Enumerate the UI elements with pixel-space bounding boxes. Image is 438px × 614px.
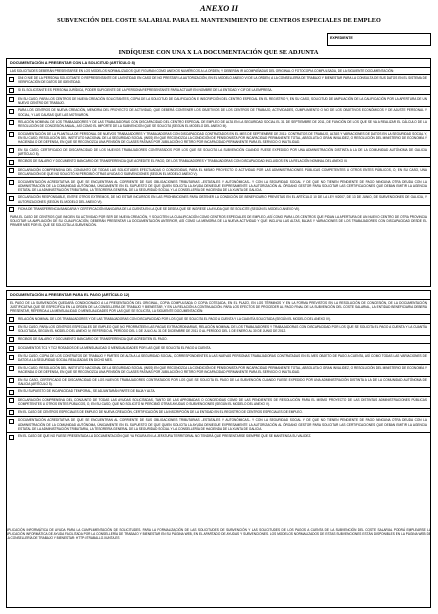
checklist-item [7,397,430,409]
checklist-item-text: FICHA DE TRANSFERENCIA BANCARIA Y CERTIFICACIÓN BANCARIA DE LA CUENTA EN LA QUE SE DESEA QUE SE INGRESE LA AYUDA QUE SE SOLICITE (SEGÚN EL MODELO ANEXO VII). [18,207,301,212]
checkbox[interactable] [9,410,14,415]
checkbox[interactable] [9,337,14,342]
checkbox[interactable] [9,207,14,212]
checklist-item-text: RELACIÓN NOMINAL DE LOS TRABAJADORES Y DE LAS TRABAJADORAS CON DISCAPACIDAD POR LOS QUE SE SOLICITA EL PAGO A CUENTA Y LA CUANTÍA SOLICITADA (SEGÚN EL MODELO DEL ANEXO IV). [18,316,331,321]
checkbox[interactable] [9,398,14,403]
checklist-item-text: DECLARACIÓN RESPONSABLE, ENTRE OTROS EXTREMOS, DE NO ESTAR INCURSOS EN LAS PROHIBICIONES PARA OBTENER LA CONDICIÓN DE BENEFICIARIO PREVISTAS EN EL ARTÍCULO 10 DE LA LEY 9/2007, DE 13 DE JUNIO, DE SUBVENCIONES DE GALICIA, Y AUTORIZACIONES (SEGÚN EL MODELO DEL ANEXO VI). [18,195,427,204]
checkbox[interactable] [9,88,14,93]
checklist-item-text: DECLARACIÓN COMPRENSIVA DEL CONJUNTO DE TODAS LAS AYUDAS SOLICITADAS, TANTO DE LAS APROBADAS O CONCEDIDAS COMO DE LAS PENDIENTES DE RESOLUCIÓN PARA EL MISMO PROYECTO DE LAS DISTINTAS ADMINISTRACIONES PÚBLICAS COMPETENTES U OTROS ENTES PÚBLICOS, O, EN SU CASO, QUE NO SOLICITÓ NI PERCIBIÓ OTRAS AYUDAS O SUBVENCIONES (SEGÚN EL MODELO DEL ANEXO V). [18,398,427,407]
checklist-item [7,365,430,377]
checkbox[interactable] [9,196,14,201]
checklist-item-text: EN SU CASO, PARA LOS CENTROS DE NUEVA CREACIÓN SOLICITANTES, COPIA DE LA SOLICITUD DE CALIFICACIÓN E INSCRIPCIÓN DEL CENTRO ESPECIAL EN EL REGISTRO Y, EN SU CASO, SOLICITUD DE AMPLIACIÓN DE LA CALIFICACIÓN POR LA APERTURA DE UN NUEVO CENTRO DE TRABAJO. [18,96,427,105]
checklist-item [7,95,430,107]
checkbox[interactable] [9,435,14,440]
checkbox[interactable] [9,180,14,185]
checklist-item-text: DNI O NIE DE LA PERSONA SOLICITANTE O REPRESENTANTE DE LA ENTIDAD EN CASO DE NO PRESTAR LA AUTORIZACIÓN, EN EL MODELO ANEXO VI DE LA ORDEN, A LA CONSELLERÍA DE TRABAJO Y BIENESTAR PARA LA CONSULTA DE SUS DATOS EN EL SISTEMA DE VERIFICACIÓN DE DATOS DE IDENTIDAD. [18,76,427,85]
checklist-item-text: DOCUMENTACIÓN ACREDITATIVA DE QUE SE ENCUENTRAN AL CORRIENTE DE SUS OBLIGACIONES TRIBUTARIAS –ESTATALES Y AUTONÓMICAS– Y CON LA SEGURIDAD SOCIAL Y DE QUE NO TIENEN PENDIENTE DE PAGO NINGUNA OTRA DEUDA CON LA ADMINISTRACIÓN DE LA COMUNIDAD AUTÓNOMA, ÚNICAMENTE EN EL SUPUESTO DE QUE QUIEN SOLICITA LA AYUDA DENIEGUE EXPRESAMENTE LA AUTORIZACIÓN AL ÓRGANO GESTOR PARA SOLICITAR LAS CERTIFICACIONES QUE DEBAN EMITIR LA AGENCIA ESTATAL DE LA ADMINISTRACIÓN TRIBUTARIA, LA TESORERÍA GENERAL DE LA SEGURIDAD SOCIAL Y LA CONSELLERÍA DE HACIENDA DE LA XUNTA DE GALICIA. [18,179,427,192]
checkbox[interactable] [9,109,14,114]
checklist-item-text: EN EL CASO DE CENTROS ESPECIALES DE EMPLEO DE NUEVA CREACIÓN, CERTIFICACIÓN DE LA INSCRIPCIÓN DE LA ENTIDAD EN EL REGISTRO DE CENTROS ESPECIALES DE EMPLEO. [18,409,303,414]
checkbox[interactable] [9,77,14,82]
checklist-item [7,417,430,433]
checklist-item-text: SI EL SOLICITANTE ES PERSONA JURÍDICA, PODER SUFICIENTE DE LA PERSONA REPRESENTANTE PARA ACTUAR EN NOMBRE DE LA ENTIDAD Y CIF DE LA EMPRESA. [18,88,273,92]
expediente-label: EXPEDIENTE [330,36,353,40]
checklist-item-text: RELACIÓN NOMINAL DE LOS TRABAJADORES Y DE LAS TRABAJADORAS CON DISCAPACIDAD DEL CENTRO ESPECIAL DE EMPLEO DE ALTA EN LA SEGURIDAD SOCIAL EL 31 DE SEPTIEMBRE DE 2011, DE FUNCIÓN DE LOS QUE SE VA A REALIZAR EL CÁLCULO DE LA RESOLUCIÓN DE CONCESIÓN ANUAL, ASÍ COMO EL IMPORTE DE LA SUBVENCIÓN QUE SE SOLICITA (SEGÚN EL MODELO DEL ANEXO III). [18,120,427,129]
checkbox[interactable] [9,378,14,383]
checklist-item [7,178,430,194]
checklist-item [7,158,430,167]
section-note: EL PAGO DE LA SUBVENCIÓN QUEDARÁ CONDICIONADO A LA PRESENTACIÓN DEL ORIGINAL, COPIA COMPULSADA O COPIA COTEJADA, EN EL PLAZO, EN LOS TÉRMINOS Y EN LA FORMA PREVISTOS EN LA RESOLUCIÓN DE CONCESIÓN, DE LA DOCUMENTACIÓN JUSTIFICATIVA QUE SE ESPECIFICA EN LA ORDEN DE LA CONSELLERÍA DE TRABAJO Y BIENESTAR, Y EN LA RELACIÓN A CONTINUACIÓN. PARA LOS EFECTOS DE PROCEDER AL PAGO FINAL DE LA SUBVENCIÓN DEL COSTE SALARIAL, LA ENTIDAD BENEFICIARIA DEBERÁ PRESENTAR, REFERIDA A LA MENSUALIDAD O MENSUALIDADES POR LAS QUE SE SOLICITA, LA SIGUIENTE DOCUMENTACIÓN: [7,300,430,316]
checklist-item [7,87,430,96]
checklist-item-text: DECLARACIÓN COMPRENSIVA DEL CONJUNTO DE TODAS LAS SOLICITUDES EFECTUADAS O CONCEDIDAS, PARA EL MISMO PROYECTO O ACTIVIDAD POR LAS ADMINISTRACIONES PÚBLICAS COMPETENTES U OTROS ENTES PÚBLICOS, O, EN SU CASO, UNA DECLARACIÓN DE QUE NO SOLICITÓ NI PERCIBIÓ OTRAS AYUDAS O SUBVENCIONES (SEGÚN EL MODELO ANEXO V). [18,167,427,177]
checklist-item [7,75,430,87]
checkbox[interactable] [9,346,14,351]
section-heading: DOCUMENTACIÓN A PRESENTAR PARA EL PAGO (ARTÍCULO 12) [7,291,430,300]
checklist-item [7,146,430,158]
checklist-item-text: EN EL CASO DE QUE NO FUESE PRESENTADA LA DOCUMENTACIÓN QUE YA FIGURA EN LA JEFATURA TERRITORIAL NO TENDRÁ QUE PRESENTARSE SIEMPRE QUE SE MANTENGA SU VALIDEZ. [18,434,312,439]
checkbox[interactable] [9,419,14,424]
document-subtitle: SUBVENCIÓN DEL COSTE SALARIAL PARA EL MANTENIMIENTO DE CENTROS ESPECIALES DE EMPLEO [57,17,381,24]
expediente-field[interactable] [327,33,431,46]
checklist-item [7,324,430,336]
checkbox[interactable] [9,168,14,173]
checklist-item [7,353,430,365]
checklist-item-text: EN SU CASO, PARA LOS CENTROS ESPECIALES DE EMPLEO QUE NO PRORRATEEN LAS PAGAS EXTRAORDINARIAS, RELACIÓN NOMINAL DE LOS TRABAJADORES Y TRABAJADORAS CON DISCAPACIDAD POR LOS QUE SE SOLICITA EL PAGO A CUENTA Y LA CUANTÍA SOLICITADA, SEGÚN EL MODELO DEL ANEXO IV, REFERIDO AL PERÍODO DEL 1 DE JULIO AL 31 DE DICIEMBRE DE 2011 O AL PERÍODO DEL 1 DE ENERO AL 30 DE JUNIO DE 2012. [18,325,427,334]
checklist-item-text: EN SU CASO, RESOLUCIÓN DEL INSTITUTO NACIONAL DE LA SEGURIDAD SOCIAL (INSS) EN QUE RECONOZCA LA CONDICIÓN DE PENSIONISTA POR INCAPACIDAD PERMANENTE TOTAL, ABSOLUTA O GRAN INVALIDEZ, O RESOLUCIÓN DEL MINISTERIO DE ECONOMÍA Y HACIENDA O DE DEFENSA, EN QUE SE RECONOZCA UNA PENSIÓN DE CLASES PASIVAS POR JUBILACIÓN O RETIRO POR INCAPACIDAD PERMANENTE PARA EL SERVICIO O INUTILIDAD. [18,366,427,375]
checklist-item [7,167,430,179]
checkbox[interactable] [9,132,14,137]
checkbox[interactable] [9,317,14,322]
checkbox[interactable] [9,390,14,395]
instructions-heading: INDÍQUESE CON UNA X LA DOCUMENTACIÓN QUE SE ADJUNTA [118,49,319,56]
checklist-item [7,315,430,324]
checklist-item [7,388,430,397]
checkbox[interactable] [9,97,14,102]
checklist-item-text: EN SU SUPUESTO DE INCAPACIDAD TEMPORAL, SE ADJUNTARÁN PARTE DE BAJA Y ALTA. [18,389,156,394]
checklist [7,75,430,214]
checklist-item [7,119,430,131]
checkbox[interactable] [9,326,14,331]
checklist-item-text: DOCUMENTOS TC1 Y TC2 ROSADOS DE LA MENSUALIDAD O MENSUALIDADES POR LAS QUE SE SOLICITA EL PAGO A CUENTA. [18,345,212,350]
checklist-item-text: DOCUMENTACIÓN ACREDITATIVA DE QUE SE ENCUENTRAN AL CORRIENTE DE SUS OBLIGACIONES TRIBUTARIAS –ESTATALES Y AUTONÓMICAS– Y CON LA SEGURIDAD SOCIAL Y DE QUE NO TIENEN PENDIENTE DE PAGO NINGUNA OTRA DEUDA CON LA ADMINISTRACIÓN DE LA COMUNIDAD AUTÓNOMA, ÚNICAMENTE EN EL SUPUESTO DE QUE QUIEN SOLICITA LA AYUDA DENIEGUE EXPRESAMENTE LA AUTORIZACIÓN AL ÓRGANO GESTOR PARA SOLICITAR LAS CERTIFICACIONES QUE DEBAN EMITIR LA AGENCIA ESTATAL DE LA ADMINISTRACIÓN TRIBUTARIA, LA TESORERÍA GENERAL DE LA SEGURIDAD SOCIAL Y LA CONSELLERÍA DE HACIENDA DE LA XUNTA DE GALICIA. [18,418,427,431]
checklist-item-text: DOCUMENTACIÓN DE LA PLANTILLA DE PERSONAL DE NUEVOS TRABAJADORES Y TRABAJADORAS CON DISCAPACIDAD CONTRATADOS EN EL MES DE SEPTIEMBRE DE 2011: CONTRATOS DE TRABAJO, ALTAS Y VARIACIONES DE DATOS EN LA SEGURIDAD SOCIAL Y, EN SU CASO, RESOLUCIÓN DEL INSTITUTO NACIONAL DE LA SEGURIDAD SOCIAL (INSS) EN QUE RECONOZCA LA CONDICIÓN DE PENSIONISTA POR INCAPACIDAD PERMANENTE TOTAL, ABSOLUTA O GRAN INVALIDEZ, O RESOLUCIÓN DEL MINISTERIO DE ECONOMÍA Y HACIENDA O DE DEFENSA, EN QUE SE RECONOZCA UNA PENSIÓN DE CLASES PASIVAS POR JUBILACIÓN O RETIRO POR INCAPACIDAD PERMANENTE PARA EL SERVICIO O INUTILIDAD. [18,131,427,145]
checklist-item [7,344,430,353]
checklist-item-text: RECIBOS DE SALARIO Y DOCUMENTO BANCARIO DE TRANSFERENCIA QUE ACREDITEN EL PAGO. [18,336,168,341]
annex-title: ANEXO II [199,3,239,13]
checklist-item [7,433,430,441]
checklist-item-text: RECIBOS DE SALARIO Y DOCUMENTO BANCARIO DE TRANSFERENCIA QUE ACREDITE EL PAGO, DE LOS TRABAJADORES Y TRABAJADORAS CON DISCAPACIDAD INCLUIDOS EN LA RELACIÓN NOMINAL DEL ANEXO III. [18,159,348,164]
checklist-item-text: EN SU CASO, CERTIFICADO DE DISCAPACIDAD DE LOS NUEVOS TRABAJADORES CONTRATADOS POR LOS QUE SE SOLICITA LA SUBVENCIÓN CUANDO FUESE EXPEDIDO POR UNA ADMINISTRACIÓN DISTINTA A LA DE LA COMUNIDAD AUTÓNOMA DE GALICIA (ARTÍCULO 5). [18,147,427,156]
checklist-item [7,131,430,147]
checklist [7,315,430,440]
checkbox[interactable] [9,148,14,153]
checkbox[interactable] [9,366,14,371]
checklist-item [7,377,430,389]
checkbox[interactable] [9,160,14,165]
checklist-item-text: EN SU CASO, CERTIFICADO DE DISCAPACIDAD DE LOS NUEVOS TRABAJADORES CONTRATADOS POR LOS QUE SE SOLICITA EL PAGO DE LA SUBVENCIÓN CUANDO FUESE EXPEDIDO POR UNA ADMINISTRACIÓN DISTINTA A LA DE LA COMUNIDAD AUTÓNOMA DE GALICIA (ARTÍCULO 5). [18,377,427,386]
checkbox[interactable] [9,355,14,360]
checklist-item [7,206,430,214]
checkbox[interactable] [9,120,14,125]
checklist-item [7,107,430,119]
section-note: LAS SOLICITUDES DEBERÁN PRESENTARSE EN LOS MODELOS NORMALIZADOS QUE FIGURAN COMO ANEXOS NUMÉRICOS A LA ORDEN, Y DEBERÁN IR ACOMPAÑADAS DEL ORIGINAL O FOTOCOPIA COMPULSADA, DE LA SIGUIENTE DOCUMENTACIÓN: [7,68,430,76]
footnote: APLICACIÓN INFORMÁTICA DE AYUDA PARA LA CUMPLIMENTACIÓN DE SOLICITUDES. PARA LA FORMALIZACIÓN DE LAS SOLICITUDES DE SUBVENCIÓN Y LAS SOLICITUDES DE LOS PAGOS A CUENTA DE LA SUBVENCIÓN DEL COSTE SALARIAL PODRÁ EMPLEARSE LA APLICACIÓN INFORMÁTICA DE AYUDA FACILITADA POR LA CONSELLERÍA DE TRABAJO Y BIENESTAR EN SU PÁGINA WEB, EN EL APARTADO DE AYUDAS Y SUBVENCIONES. LOS MODELOS NORMALIZADOS DE ESTAS SUBVENCIONES ESTÁN DISPONIBLES EN LA PÁGINA WEB DE LA CONSELLERÍA DE TRABAJO Y BIENESTAR: HTTP://TRABALLO.XUNTA.ES [6,528,431,541]
checklist-item-text: PARA LOS CENTROS DE NUEVA CREACIÓN, MEMORIA DEL PROYECTO DE ACTIVIDAD, QUE DEBERÁ CONTENER LOS OBJETIVOS DE LOS CENTROS DE TRABAJO, ACTIVIDADES, CUMPLIMIENTO O NO DE LOS OBJETIVOS ECONÓMICOS Y DE AJUSTE PERSONAL Y SOCIAL, Y LAS CAUSAS QUE LAS MOTIVARON. [18,108,427,117]
checklist-item [7,336,430,345]
section-application-docs [6,58,431,287]
section-payment-docs [6,290,431,608]
section-heading: DOCUMENTACIÓN A PRESENTAR CON LA SOLICITUD (ARTÍCULO 8) [7,59,430,68]
checklist-item [7,194,430,206]
checklist-item-text: EN SU CASO, COPIA DE LOS CONTRATOS DE TRABAJO Y PARTES DE ALTA A LA SEGURIDAD SOCIAL, CORRESPONDIENTES A LAS NUEVAS PERSONAS TRABAJADORAS CONTRATADAS EN EL MES OBJETO DE PAGO A CUENTA, ASÍ COMO TODAS LAS VARIACIONES DE DATOS A LA SEGURIDAD SOCIAL REALIZADAS EN DICHO MES. [18,354,427,363]
checklist-item [7,409,430,418]
section-footer-note: PARA EL CASO DE CENTROS QUE INICIEN SU ACTIVIDAD POR SER DE NUEVA CREACIÓN, Y SOLICITEN LA CUALIFICACIÓN COMO CENTROS ESPECIALES DE EMPLEO, ASÍ COMO PARA LOS CENTROS QUE PIDAN LA APERTURA DE UN NUEVO CENTRO DE OTRA PROVINCIA SOLICITAR LA AMPLIACIÓN DE SU CUALIFICACIÓN, DEBERÁN PRESENTAR LA DOCUMENTACIÓN ANTERIOR, ASÍ COMO LA MEMORIA DE LA NUEVA ACTIVIDAD Y QUE INCLUYA LAS ALTAS, BAJAS Y VARIACIONES DE LOS TRABAJADORES CON DISCAPACIDAD DESDE EL PRIMER MES POR EL QUE SE SOLICITA LA SUBVENCIÓN. [10,214,427,228]
